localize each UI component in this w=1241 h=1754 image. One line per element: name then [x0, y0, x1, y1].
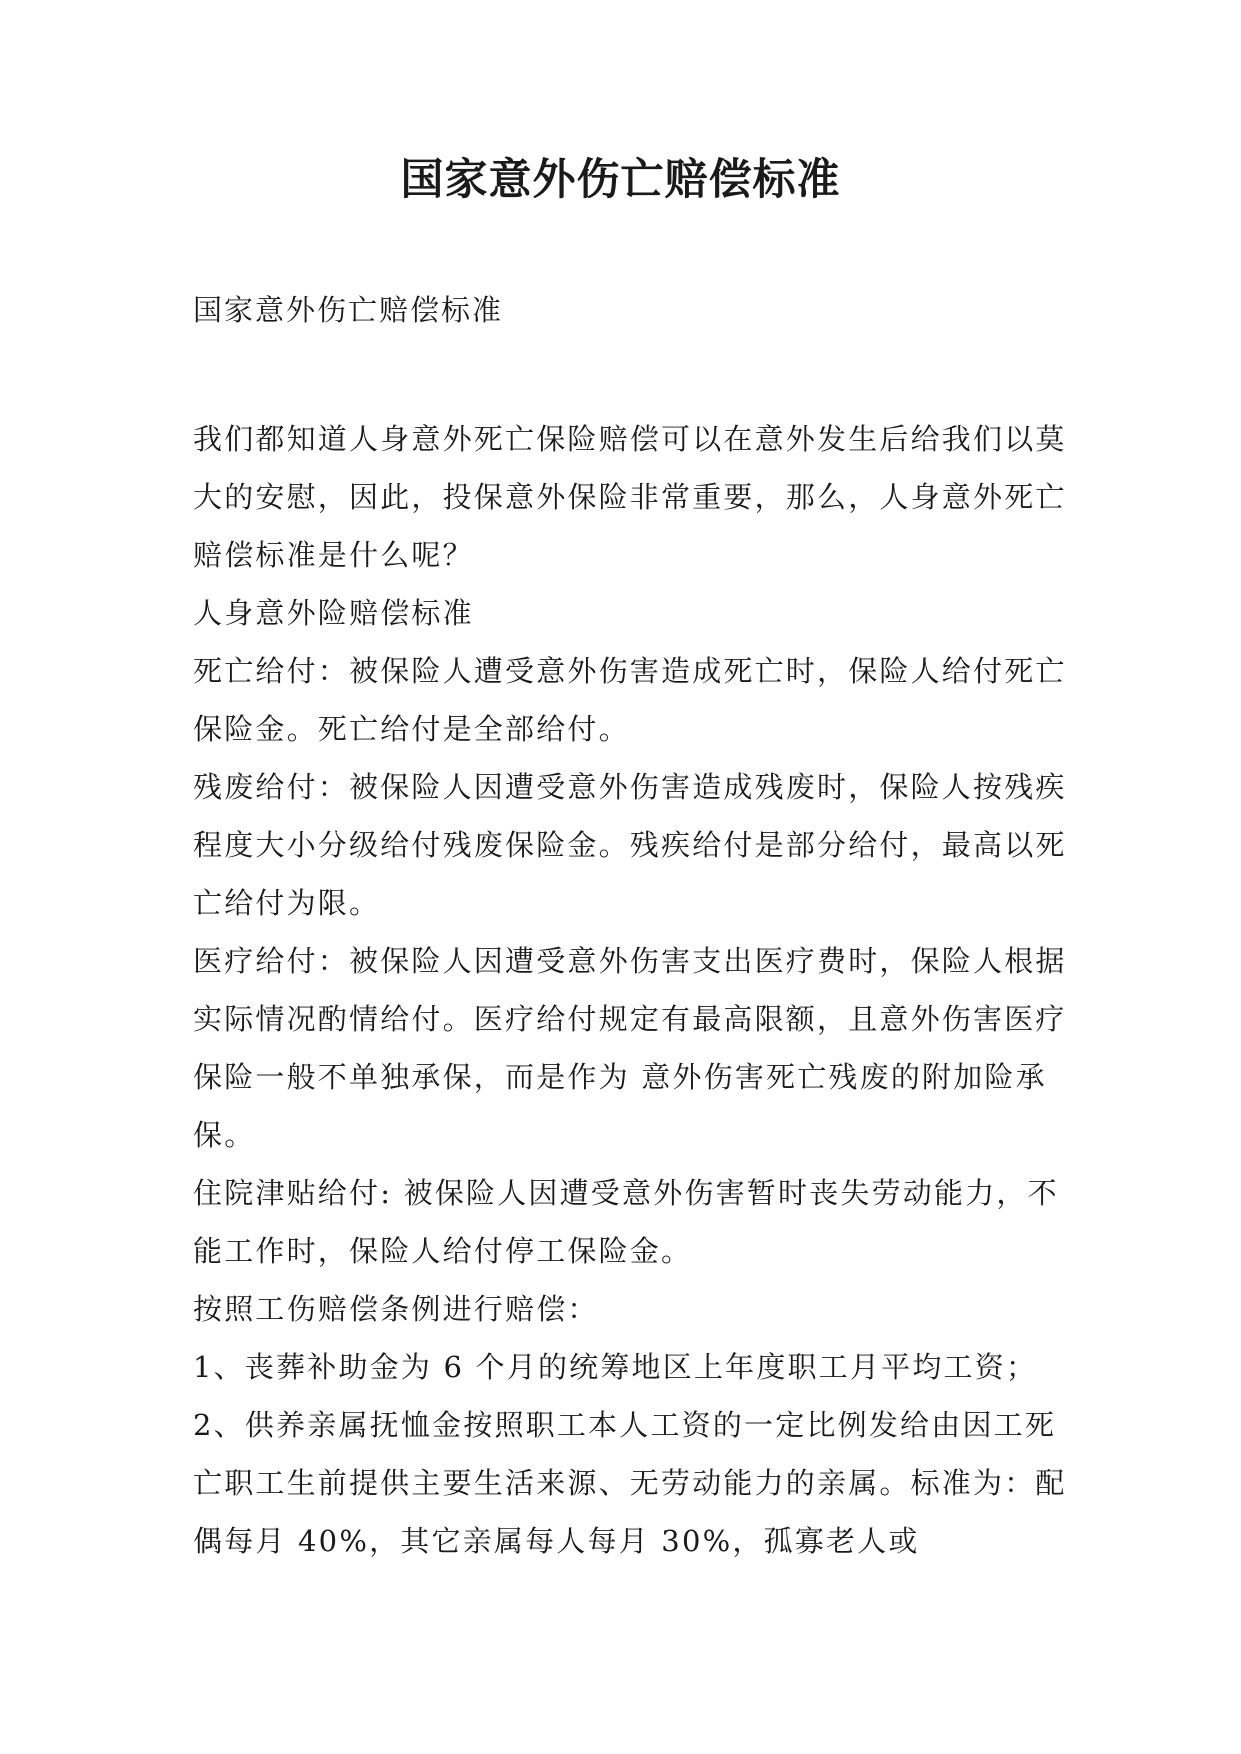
paragraph-item-2: 2、供养亲属抚恤金按照职工本人工资的一定比例发给由因工死亡职工生前提供主要生活来源、无劳动能力的亲属。标准为：配偶每月 40%，其它亲属每人每月 30%，孤寡老人或 [193, 1408, 1067, 1558]
paragraph-work-injury-heading: 按照工伤赔偿条例进行赔偿： [193, 1292, 599, 1326]
paragraph-medical-benefit: 医疗给付：被保险人因遭受意外伤害支出医疗费时，保险人根据实际情况酌情给付。医疗给付规定有最高限额，且意外伤害医疗保险一般不单独承保，而是作为 意外伤害死亡残废的附加险承保。 [193, 944, 1067, 1152]
paragraph-item-1: 1、丧葬补助金为 6 个月的统筹地区上年度职工月平均工资； [193, 1350, 1038, 1384]
document-subtitle: 国家意外伤亡赔偿标准 [193, 293, 504, 327]
paragraph-death-benefit: 死亡给付：被保险人遭受意外伤害造成死亡时，保险人给付死亡保险金。死亡给付是全部给付。 [193, 654, 1067, 746]
document-title: 国家意外伤亡赔偿标准 [400, 155, 841, 205]
paragraph-hospital-allowance: 住院津贴给付: 被保险人因遭受意外伤害暂时丧失劳动能力，不能工作时，保险人给付停工保险金。 [193, 1176, 1059, 1268]
paragraph-disability-benefit: 残废给付：被保险人因遭受意外伤害造成残废时，保险人按残疾程度大小分级给付残废保险金。残疾给付是部分给付，最高以死亡给付为限。 [193, 770, 1067, 920]
paragraph-heading-standard: 人身意外险赔偿标准 [193, 596, 474, 630]
paragraph-intro: 我们都知道人身意外死亡保险赔偿可以在意外发生后给我们以莫大的安慰，因此，投保意外保险非常重要，那么，人身意外死亡赔偿标准是什么呢？ [193, 422, 1067, 572]
document-body [193, 410, 1073, 1570]
